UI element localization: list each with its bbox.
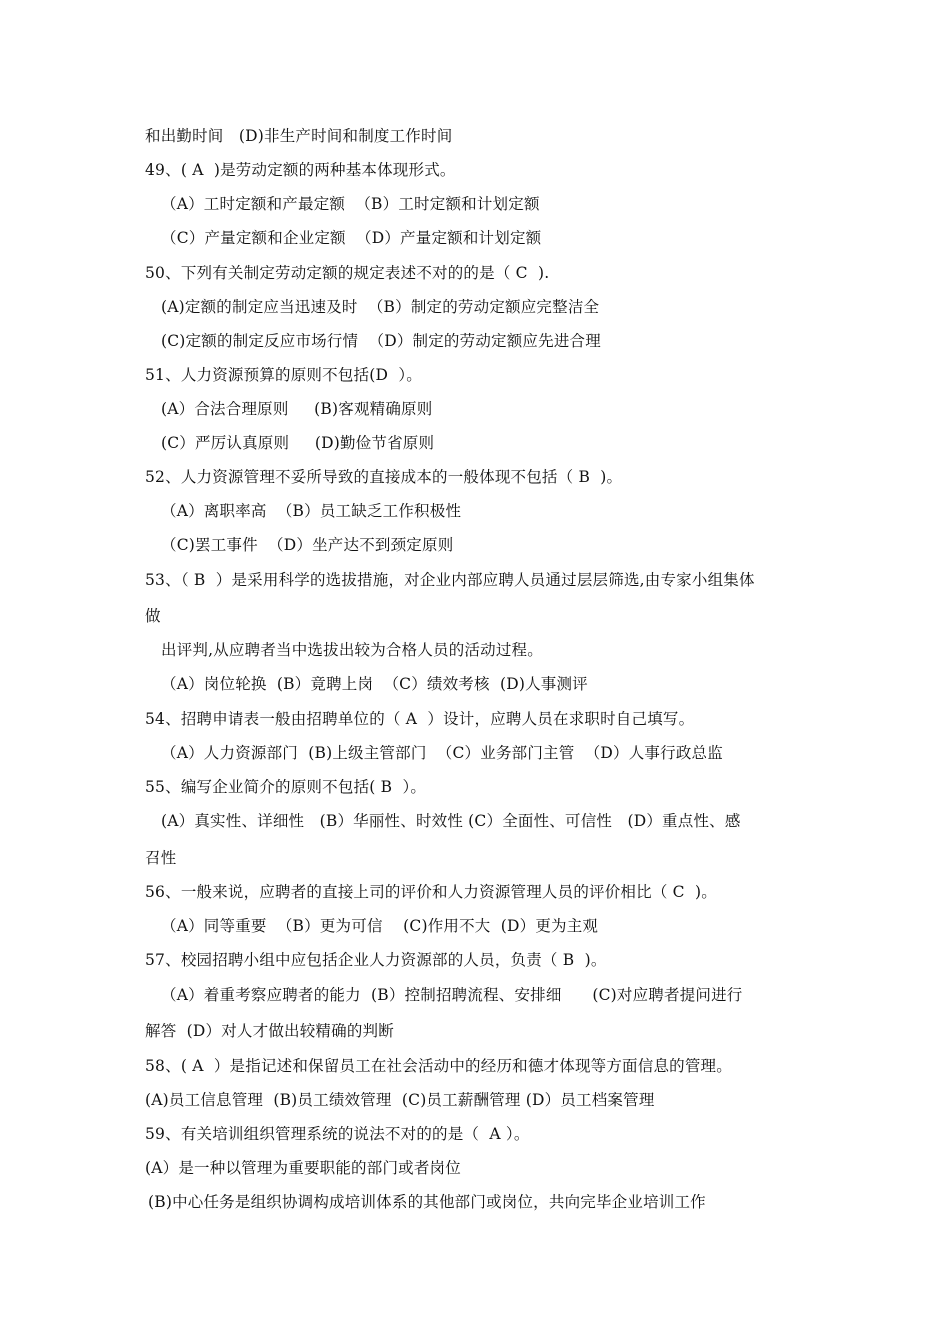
- question-57: 57、校园招聘小组中应包括企业人力资源部的人员，负责（ B )。: [145, 951, 607, 969]
- option-line: （C)罢工事件 （D）坐产达不到颈定原则: [161, 536, 454, 554]
- option-line: (C)定额的制定反应市场行情 （D）制定的劳动定额应先进合理: [161, 332, 601, 350]
- question-53: 53、（ B ）是采用科学的选拔措施，对企业内部应聘人员通过层层筛选,由专家小组集体: [145, 571, 755, 589]
- question-58: 58、( A ）是指记述和保留员工在社会活动中的经历和德才体现等方面信息的管理。: [145, 1057, 732, 1075]
- text-line: 和出勤时间 (D)非生产时间和制度工作时间: [145, 127, 453, 145]
- question-54: 54、招聘申请表一般由招聘单位的（ A ）设计，应聘人员在求职时自己填写。: [145, 710, 695, 728]
- question-56: 56、一般来说，应聘者的直接上司的评价和人力资源管理人员的评价相比（ C )。: [145, 883, 717, 901]
- option-line: （A）同等重要 （B）更为可信 (C)作用不大 (D）更为主观: [161, 917, 599, 935]
- option-line: （A）岗位轮换 (B）竟聘上岗 （C）绩效考核 (D)人事测评: [161, 675, 588, 693]
- question-50: 50、下列有关制定劳动定额的规定表述不对的的是（ C ).: [145, 264, 550, 282]
- option-line: （A）工时定额和产最定额 （B）工时定额和计划定额: [161, 195, 540, 213]
- question-59: 59、有关培训组织管理系统的说法不对的的是（ A ）。: [145, 1125, 530, 1143]
- question-49: 49、( A )是劳动定额的两种基本体现形式。: [145, 161, 456, 179]
- question-51: 51、人力资源预算的原则不包括(D ）。: [145, 366, 423, 384]
- option-line: （C）产量定额和企业定额 （D）产量定额和计划定额: [161, 229, 542, 247]
- option-line: (A)定额的制定应当迅速及时 （B）制定的劳动定额应完整洁全: [161, 298, 600, 316]
- option-line: (A）是一种以管理为重要职能的部门或者岗位: [145, 1159, 461, 1177]
- option-line: （A）离职率高 （B）员工缺乏工作积极性: [161, 502, 462, 520]
- option-line: （A）着重考察应聘者的能力 (B）控制招聘流程、安排细 (C)对应聘者提问进行: [161, 986, 743, 1004]
- option-line: (C）严厉认真原则 (D)勤俭节省原则: [161, 434, 435, 452]
- option-line: （A）人力资源部门 (B)上级主管部门 （C）业务部门主管 （D）人事行政总监: [161, 744, 723, 762]
- text-line: 解答 (D）对人才做出较精确的判断: [145, 1022, 394, 1040]
- option-line: (A)员工信息管理 (B)员工绩效管理 (C)员工薪酬管理 (D）员工档案管理: [145, 1091, 655, 1109]
- option-line: (A）真实性、详细性 (B）华丽性、时效性 (C）全面性、可信性 (D）重点性、感: [161, 812, 741, 830]
- text-line: 召性: [145, 849, 177, 867]
- option-line: (B)中心任务是组织协调构成培训体系的其他部门或岗位，共向完毕企业培训工作: [148, 1193, 706, 1211]
- text-line: 出评判,从应聘者当中选拔出较为合格人员的活动过程。: [161, 641, 543, 659]
- question-52: 52、人力资源管理不妥所导致的直接成本的一般体现不包括（ B )。: [145, 468, 623, 486]
- question-55: 55、编写企业简介的原则不包括( B ）。: [145, 778, 427, 796]
- text-line: 做: [145, 607, 161, 625]
- option-line: (A）合法合理原则 (B)客观精确原则: [161, 400, 433, 418]
